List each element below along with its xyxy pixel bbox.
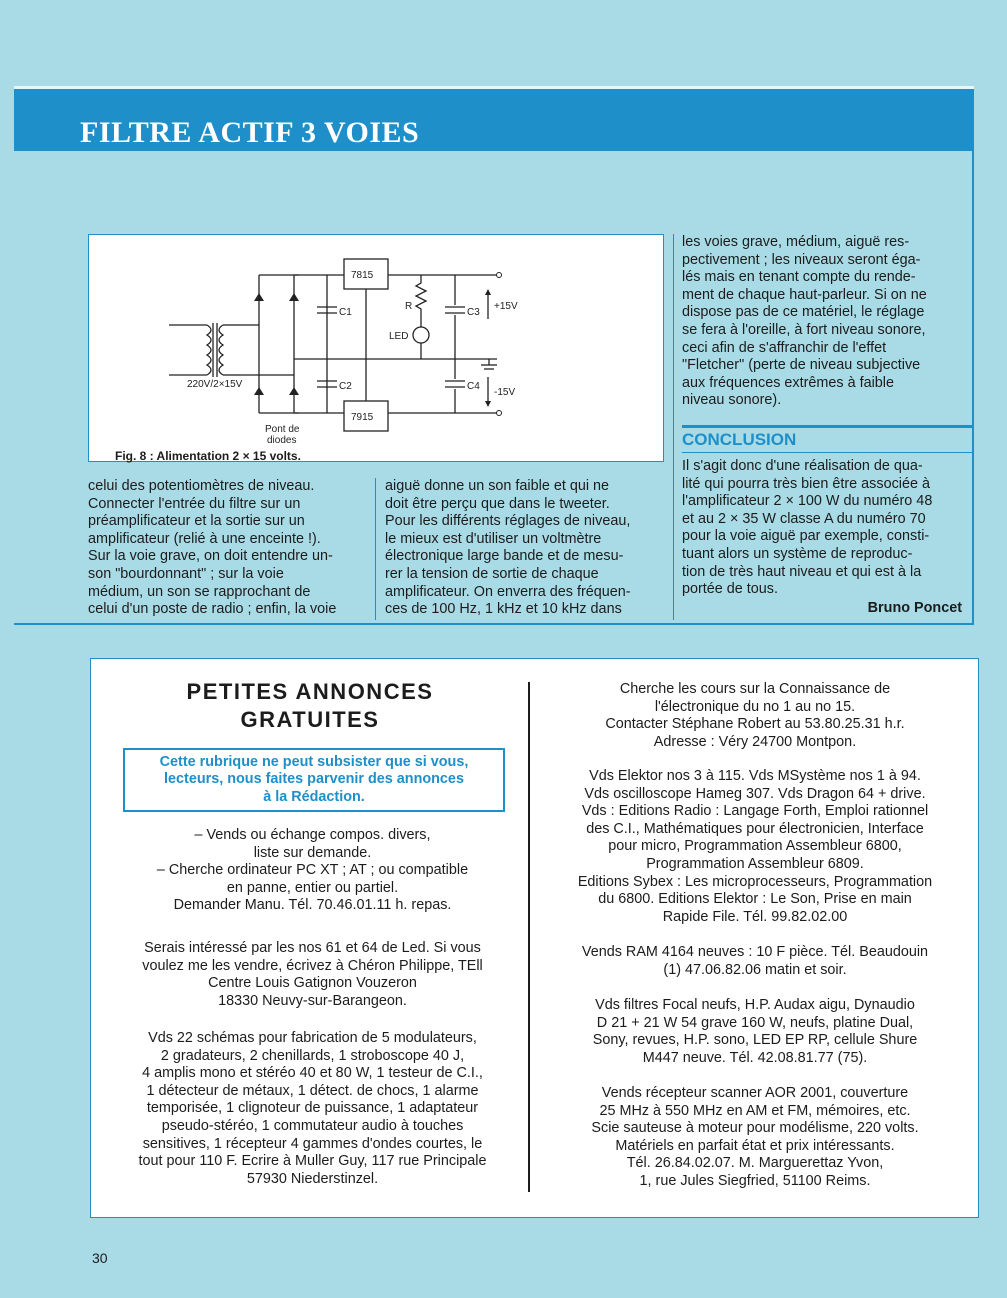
ad-line: Vds 22 schémas pour fabrication de 5 modulateurs,	[148, 1030, 477, 1046]
ad-line: Vends récepteur scanner AOR 2001, couverture	[601, 1085, 909, 1101]
ad-line: Tél. 26.84.02.07. M. Marguerettaz Yvon,	[626, 1155, 884, 1172]
label-led: LED	[389, 331, 409, 342]
conclusion-line: tuant alors un système de reproduc-	[682, 545, 913, 562]
col3-line: les voies grave, médium, aiguë res-	[682, 234, 910, 250]
conclusion-text	[682, 458, 962, 599]
notice-line: lecteurs, nous faites parvenir des annonces	[164, 771, 464, 788]
label-7815: 7815	[351, 270, 374, 281]
transformer-secondary	[219, 325, 223, 375]
ad-line: Programmation Assembleur 6809.	[646, 855, 864, 872]
ad-line: Adresse : Véry 24700 Montpon.	[653, 733, 857, 750]
power-supply-schematic	[89, 235, 663, 461]
ad-right-3	[545, 944, 965, 979]
conclusion-line: portée de tous.	[682, 581, 779, 598]
frame-right-line	[972, 148, 974, 624]
conclusion-line: et au 2 × 35 W classe A du numéro 70	[682, 510, 926, 527]
col1-line: Connecter l'entrée du filtre sur un	[88, 495, 301, 512]
ad-line: pour micro, Programmation Assembleur 6800,	[608, 838, 902, 855]
ad-line: 25 MHz à 550 MHz en AM et FM, mémoires, etc.	[599, 1102, 911, 1119]
col3-line: "Fletcher" (perte de niveau subjective	[682, 357, 921, 374]
ads-title-line: GRATUITES	[240, 707, 380, 732]
column-divider	[673, 234, 674, 620]
col3-line: niveau sonore).	[682, 392, 782, 409]
ad-right-1	[545, 681, 965, 751]
col2-line: rer la tension de sortie de chaque	[385, 565, 599, 582]
col2-line: le mieux est d'utiliser un voltmètre	[385, 530, 602, 547]
ad-line: Vends RAM 4164 neuves : 10 F pièce. Tél. Beaudouin	[581, 944, 929, 960]
notice-line: Cette rubrique ne peut subsister que si vous,	[159, 753, 469, 770]
conclusion-line: l'amplificateur 2 × 100 W du numéro 48	[682, 493, 933, 510]
col2-line: ces de 100 Hz, 1 kHz et 10 kHz dans	[385, 601, 622, 618]
ad-line: 1, rue Jules Siegfried, 51100 Reims.	[639, 1172, 871, 1189]
column-1	[88, 478, 366, 619]
ad-line: – Vends ou échange compos. divers,	[194, 827, 431, 843]
led	[413, 327, 429, 343]
ad-line: (1) 47.06.82.06 matin et soir.	[663, 961, 847, 978]
ad-line: Editions Sybex : Les microprocesseurs, Programmation	[577, 873, 933, 890]
ad-line: voulez me les vendre, écrivez à Chéron Philippe, TEll	[142, 957, 483, 974]
ad-right-2	[545, 768, 965, 926]
ad-line: sensitives, 1 récepteur 4 gammes d'ondes courtes, le	[142, 1135, 483, 1152]
label-minus15v: -15V	[494, 387, 516, 398]
label-c3: C3	[467, 307, 480, 318]
conclusion-line: Il s'agit donc d'une réalisation de qua-	[682, 458, 923, 474]
col3-line: ment de chaque haut-parleur. Si on ne	[682, 286, 927, 303]
col1-line: celui des potentiomètres de niveau.	[88, 478, 315, 494]
ad-line: M447 neuve. Tél. 42.08.81.77 (75).	[642, 1049, 868, 1066]
col3-line: pectivement ; les niveaux seront éga-	[682, 251, 921, 268]
col1-line: médium, un son se rapprochant de	[88, 583, 311, 600]
ad-line: Rapide File. Tél. 99.82.02.00	[662, 908, 848, 925]
column-divider	[375, 478, 376, 620]
resistor-r	[416, 275, 426, 317]
notice-line: à la Rédaction.	[263, 788, 365, 805]
col3-line: lés mais en tenant compte du rende-	[682, 269, 916, 286]
ad-line: liste sur demande.	[253, 844, 372, 861]
transformer-primary	[207, 325, 211, 375]
ad-line: 18330 Neuvy-sur-Barangeon.	[218, 992, 407, 1009]
author-signature: Bruno Poncet	[867, 600, 962, 616]
ad-line: 4 amplis mono et stéréo 40 et 80 W, 1 testeur de C.I.,	[142, 1065, 483, 1082]
col3-line: ceci afin de s'affranchir de l'effet	[682, 339, 887, 356]
ads-column-divider	[528, 682, 530, 1192]
col3-line: dispose pas de ce matériel, le réglage	[682, 304, 925, 321]
col2-line: doit être perçu que dans le tweeter.	[385, 495, 610, 512]
ad-line: Vds filtres Focal neufs, H.P. Audax aigu, Dynaudio	[595, 997, 915, 1013]
conclusion-line: tion de très haut niveau et qui est à la	[682, 563, 922, 580]
ad-line: des C.I., Mathématiques pour électronicien, Interface	[586, 820, 924, 837]
label-7915: 7915	[351, 412, 374, 423]
schematic-figure	[88, 234, 664, 462]
ad-line: – Cherche ordinateur PC XT ; AT ; ou compatible	[156, 862, 469, 879]
col2-line: amplificateur. On enverra des fréquen-	[385, 583, 631, 600]
ad-line: Vds oscilloscope Hameg 307. Vds Dragon 64 + drive.	[584, 785, 926, 802]
col2-line: aiguë donne un son faible et qui ne	[385, 478, 610, 494]
ad-line: en panne, entier ou partiel.	[226, 879, 399, 896]
col2-line: Pour les différents réglages de niveau,	[385, 513, 631, 530]
label-plus15v: +15V	[494, 301, 518, 312]
label-c2: C2	[339, 381, 352, 392]
ad-line: Demander Manu. Tél. 70.46.01.11 h. repas.	[173, 897, 452, 914]
ad-line: Centre Louis Gatignon Vouzeron	[208, 975, 417, 992]
ad-line: 1 détecteur de métaux, 1 détect. de chocs, 1 alarme	[146, 1082, 479, 1099]
label-bridge-2: diodes	[267, 435, 297, 446]
ads-title-line: PETITES ANNONCES	[186, 679, 434, 704]
label-bridge-1: Pont de	[265, 424, 300, 435]
article-title: FILTRE ACTIF 3 VOIES	[80, 116, 420, 149]
ad-right-5	[545, 1085, 965, 1191]
ad-right-4	[545, 997, 965, 1067]
ad-line: Vds : Editions Radio : Langage Forth, Emploi rationnel	[581, 803, 929, 820]
ad-line: 2 gradateurs, 2 chenillards, 1 stroboscope 40 J,	[160, 1047, 465, 1064]
label-r: R	[405, 301, 413, 312]
col3-line: se fera à l'oreille, à fort niveau sonore,	[682, 321, 926, 338]
ad-line: tout pour 110 F. Ecrire à Muller Guy, 117 rue Principale	[138, 1153, 487, 1170]
conclusion-heading: CONCLUSION	[682, 425, 972, 453]
conclusion-line: pour la voie aiguë par exemple, consti-	[682, 528, 930, 545]
ad-line: Contacter Stéphane Robert au 53.80.25.31 h.r.	[605, 716, 905, 733]
col1-line: Sur la voie grave, on doit entendre un-	[88, 548, 333, 565]
label-c4: C4	[467, 381, 480, 392]
ad-left-3	[110, 1030, 515, 1188]
ad-line: l'électronique du no 1 au no 15.	[654, 698, 856, 715]
col2-line: électronique large bande et de mesu-	[385, 548, 624, 565]
page-number: 30	[92, 1250, 108, 1266]
figure-caption: Fig. 8 : Alimentation 2 × 15 volts.	[115, 449, 301, 463]
ad-line: du 6800. Editions Elektor : Le Son, Prise en main	[598, 891, 912, 908]
col1-line: préamplificateur et la sortie sur un	[88, 513, 305, 530]
col1-line: son "bourdonnant" ; sur la voie	[88, 565, 284, 582]
col3-line: aux fréquences extrêmes à faible	[682, 374, 894, 391]
ad-left-2	[110, 940, 515, 1010]
ad-line: D 21 + 21 W 54 grave 160 W, neufs, platine Dual,	[596, 1014, 914, 1031]
column-2	[385, 478, 663, 619]
ad-line: 57930 Niederstinzel.	[246, 1170, 379, 1187]
frame-bottom-line	[14, 623, 974, 625]
col1-line: amplificateur (relié à une enceinte !).	[88, 530, 321, 547]
label-c1: C1	[339, 307, 352, 318]
ad-line: Serais intéressé par les nos 61 et 64 de Led. Si vous	[144, 940, 481, 956]
ad-line: temporisée, 1 clignoteur de puissance, 1 adaptateur	[146, 1100, 479, 1117]
ad-line: Sony, revues, H.P. sono, LED EP RP, cellule Shure	[592, 1032, 918, 1049]
ads-title	[150, 678, 470, 734]
ad-line: Cherche les cours sur la Connaissance de	[619, 681, 891, 697]
ads-notice	[123, 748, 505, 812]
ad-line: Matériels en parfait état et prix intéressants.	[615, 1137, 895, 1154]
col1-line: celui d'un poste de radio ; enfin, la voie	[88, 601, 337, 618]
ad-line: Scie sauteuse à moteur pour modélisme, 220 volts.	[591, 1120, 919, 1137]
label-transformer: 220V/2×15V	[187, 379, 243, 390]
ad-left-1	[110, 827, 515, 915]
ad-line: pseudo-stéréo, 1 commutateur audio à touches	[161, 1117, 464, 1134]
ad-line: Vds Elektor nos 3 à 115. Vds MSystème nos 1 à 94.	[589, 768, 921, 784]
conclusion-line: lité qui pourra très bien être associée à	[682, 475, 930, 492]
column-3-top	[682, 234, 962, 410]
